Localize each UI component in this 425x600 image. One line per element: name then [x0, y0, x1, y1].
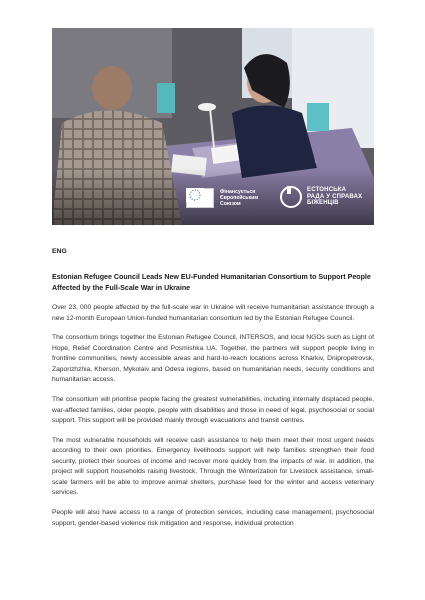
eu-logo-text: Фінансується Європейським Союзом	[220, 189, 259, 207]
eu-flag-icon	[186, 188, 214, 208]
paragraph-2: The consortium brings together the Estonian Refugee Council, INTERSOS, and local NGOs such as Light of Hope, Relief Coordination Centre and Posmishka UA. Together, the partners will support people living in frontline communities, newly accessible areas and hard-to-reach locations across Kharkiv, Dnipropetrovsk, Zaporizhzhia, Kherson, Mykolaiv and Odesa regions, based on humanitarian needs, security conditions and humanitarian access.	[52, 334, 374, 384]
article-body	[52, 248, 374, 538]
paragraph-3: The consortium will prioritise people facing the greatest vulnerabilities, including internally displaced people, war-affected families, older people, people with disabilities and those in need of legal, psychosocial or social support. This support will be provided mainly through evacuations and transit centres.	[52, 396, 374, 425]
erc-logo	[280, 186, 362, 208]
paragraph-1: Over 23, 000 people affected by the full-scale war in Ukraine will receive humanitarian assistance through a new 12-month European Union-funded humanitarian consortium led by the Estonian Refugee Council.	[52, 304, 374, 322]
paragraph-4: The most vulnerable households will receive cash assistance to help them meet their most urgent needs according to their own priorities. Emergency livelihoods support will help families strengthen their food security, protect their sources of income and recover more quickly from the impacts of war. In addition, the project will support households raising livestock. Through the Winterization for Livestock assistance, small-scale farmers will be able to improve animal shelters, purchase feed for the winter and access veterinary services.	[52, 436, 374, 497]
paragraph-5: People will also have access to a range of protection services, including case management, psychosocial support, gender-based violence risk mitigation and response, individual protection	[52, 509, 374, 527]
language-label: ENG	[52, 248, 67, 255]
erc-logo-text: ЕСТОНСЬКА РАДА У СПРАВАХ БІЖЕНЦІВ	[307, 187, 363, 207]
eu-funding-logo	[186, 188, 268, 208]
article-headline: Estonian Refugee Council Leads New EU-Funded Humanitarian Consortium to Support People Affected by the Full-Scale War in Ukraine	[52, 273, 371, 292]
erc-mark-icon	[280, 186, 302, 208]
hero-photo	[52, 28, 374, 225]
